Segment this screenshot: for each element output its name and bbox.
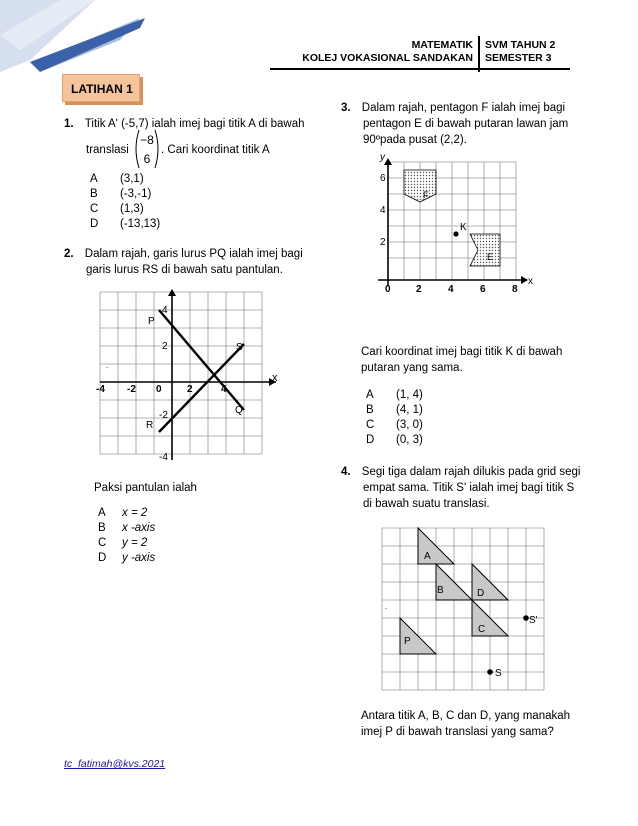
q3-number: 3. xyxy=(341,102,351,114)
question-2 xyxy=(64,246,334,262)
q4-label-s: S xyxy=(495,668,502,679)
q3-line3: 90ºpada pusat (2,2). xyxy=(363,134,467,146)
header-subject: MATEMATIK xyxy=(411,39,473,51)
q2-tick-x: 0 xyxy=(156,384,162,395)
q3-tick-x: 0 xyxy=(385,284,391,295)
q3-line2: pentagon E di bawah putaran lawan jam xyxy=(363,118,569,130)
q1-option[interactable]: B (-3,-1) xyxy=(90,188,152,200)
q1-vector xyxy=(132,128,162,170)
question-4 xyxy=(341,464,601,480)
q2-option[interactable]: A x = 2 xyxy=(98,507,148,519)
exercise-title-box xyxy=(62,74,140,102)
header-college: KOLEJ VOKASIONAL SANDAKAN xyxy=(302,52,473,64)
q1-vector-bottom: 6 xyxy=(143,152,151,166)
q4-label-s-prime: S' xyxy=(529,615,538,626)
header-right xyxy=(485,39,605,65)
q2-prompt: Paksi pantulan ialah xyxy=(94,482,197,494)
q2-line1: Dalam rajah, garis lurus PQ ialah imej bagi xyxy=(84,248,303,260)
q1-option[interactable]: C (1,3) xyxy=(90,203,144,215)
q2-graph xyxy=(90,288,280,464)
q2-option[interactable]: D y -axis xyxy=(98,552,156,564)
q2-tick-x: 4 xyxy=(221,384,227,395)
q1-line2-suffix: . Cari koordinat titik A xyxy=(161,144,270,156)
q1-number: 1. xyxy=(64,118,74,130)
q4-line2: empat sama. Titik S' ialah imej bagi titik S xyxy=(363,482,575,494)
q3-y-label: y xyxy=(380,152,385,163)
q4-line3: di bawah suatu translasi. xyxy=(363,498,490,510)
q3-tick-x: 4 xyxy=(448,284,454,295)
q2-tick-y: 4 xyxy=(162,305,168,316)
q2-tick-x: -4 xyxy=(96,384,105,395)
q1-vector-top: −8 xyxy=(140,133,154,147)
q4-label-a: A xyxy=(424,551,431,562)
q3-graph xyxy=(368,150,548,295)
q4-stray-mark: . xyxy=(385,602,388,611)
q3-tick-y: 6 xyxy=(380,173,386,184)
q2-option[interactable]: B x -axis xyxy=(98,522,156,534)
q4-prompt2: imej P di bawah translasi yang sama? xyxy=(361,726,554,738)
q4-grid xyxy=(382,528,544,690)
q2-tick-x: -2 xyxy=(127,384,136,395)
q3-label-f: F xyxy=(423,190,429,200)
footer-email[interactable]: tc_fatimah@kvs.2021 xyxy=(64,758,166,770)
q2-options xyxy=(98,506,155,566)
q3-pentagon-f xyxy=(404,170,436,202)
q3-option[interactable]: D (0, 3) xyxy=(366,434,423,446)
q3-pentagon-e xyxy=(470,234,500,266)
q4-label-d: D xyxy=(477,588,485,599)
q2-option[interactable]: C y = 2 xyxy=(98,537,148,549)
question-1 xyxy=(64,116,334,132)
q3-x-label: x xyxy=(528,276,533,287)
header-year: SVM TAHUN 2 xyxy=(485,39,556,51)
q4-line1: Segi tiga dalam rajah dilukis pada grid segi xyxy=(361,466,581,478)
q2-grid xyxy=(100,292,262,454)
q3-options xyxy=(366,388,423,448)
q1-line2-prefix: translasi xyxy=(86,144,129,156)
q4-label-c: C xyxy=(478,624,486,635)
exercise-title: LATIHAN 1 xyxy=(71,82,133,96)
q2-point-q: Q xyxy=(235,405,243,416)
header-underline xyxy=(270,68,570,70)
header-semester: SEMESTER 3 xyxy=(485,52,552,64)
q4-number: 4. xyxy=(341,466,351,478)
q3-prompt1: Cari koordinat imej bagi titik K di bawah xyxy=(361,346,563,358)
q4-point-s xyxy=(487,669,493,675)
q3-point-k xyxy=(453,231,458,236)
q4-label-b: B xyxy=(437,585,444,596)
header-divider xyxy=(478,36,480,72)
q2-tick-x: 2 xyxy=(187,384,193,395)
q3-label-k: K xyxy=(460,222,467,233)
q3-tick-x: 8 xyxy=(512,284,518,295)
q3-tick-x: 2 xyxy=(416,284,422,295)
q3-prompt2: putaran yang sama. xyxy=(361,362,463,374)
q2-tick-y: -2 xyxy=(159,410,168,421)
q3-line1: Dalam rajah, pentagon F ialah imej bagi xyxy=(361,102,566,114)
q1-line1: Titik A' (-5,7) ialah imej bagi titik A di bawah xyxy=(84,118,305,130)
q2-x-label: x xyxy=(272,372,278,384)
q3-option[interactable]: A (1, 4) xyxy=(366,389,423,401)
q4-point-s-prime xyxy=(523,615,529,621)
q3-x-arrow xyxy=(521,276,528,284)
question-3 xyxy=(341,100,601,116)
q3-tick-y: 4 xyxy=(380,205,386,216)
q2-point-p: P xyxy=(148,316,155,327)
q3-option[interactable]: B (4, 1) xyxy=(366,404,423,416)
q3-tick-x: 6 xyxy=(480,284,486,295)
q3-option[interactable]: C (3, 0) xyxy=(366,419,423,431)
header-left xyxy=(270,39,473,65)
q2-number: 2. xyxy=(64,248,74,260)
q2-stray-mark: . xyxy=(106,361,109,370)
q2-line2: garis lurus RS di bawah satu pantulan. xyxy=(86,264,283,276)
q2-tick-y: -4 xyxy=(159,452,168,463)
q2-point-r: R xyxy=(146,420,154,431)
corner-banner xyxy=(0,0,150,80)
q1-options xyxy=(90,172,160,232)
q1-option[interactable]: A (3,1) xyxy=(90,173,144,185)
q3-y-arrow xyxy=(384,158,392,165)
q3-label-e: E xyxy=(487,252,494,262)
q4-graph xyxy=(380,526,548,692)
q2-point-s: S xyxy=(236,342,243,353)
q2-y-arrow xyxy=(168,289,176,296)
q4-label-p: P xyxy=(404,636,411,647)
q2-tick-y: 2 xyxy=(162,341,168,352)
q1-option[interactable]: D (-13,13) xyxy=(90,218,161,230)
q3-tick-y: 2 xyxy=(380,237,386,248)
q4-prompt1: Antara titik A, B, C dan D, yang manakah xyxy=(361,710,571,722)
